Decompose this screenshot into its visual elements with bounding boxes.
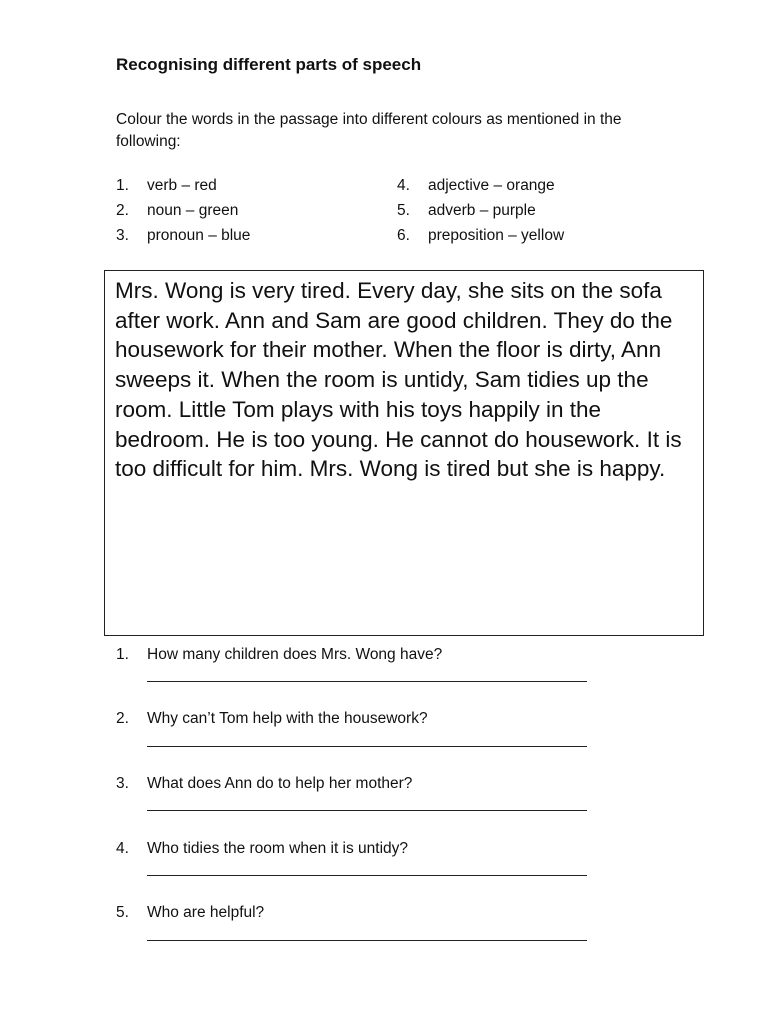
question-number: 1. <box>116 646 129 663</box>
question-text: Why can’t Tom help with the housework? <box>147 710 428 727</box>
legend-item-preposition <box>397 226 564 246</box>
question-number: 4. <box>116 840 129 857</box>
answer-line[interactable] <box>147 746 587 747</box>
legend-item-adverb <box>397 201 536 221</box>
answer-line[interactable] <box>147 875 587 876</box>
question-item <box>116 709 676 729</box>
legend-label: preposition – yellow <box>428 227 565 244</box>
legend-item-noun <box>116 201 238 221</box>
legend-item-pronoun <box>116 226 250 246</box>
legend-item-verb <box>116 176 217 196</box>
question-text: How many children does Mrs. Wong have? <box>147 646 443 663</box>
question-text: What does Ann do to help her mother? <box>147 775 413 792</box>
worksheet-title: Recognising different parts of speech <box>116 55 422 74</box>
question-text: Who are helpful? <box>147 904 265 921</box>
question-number: 2. <box>116 710 129 727</box>
question-item <box>116 645 676 665</box>
legend-label: pronoun – blue <box>147 227 251 244</box>
passage-box <box>104 270 704 636</box>
legend-number: 3. <box>116 227 129 244</box>
legend-item-adjective <box>397 176 555 196</box>
answer-line[interactable] <box>147 810 587 811</box>
answer-line[interactable] <box>147 681 587 682</box>
legend-label: verb – red <box>147 177 217 194</box>
legend-number: 2. <box>116 202 129 219</box>
answer-line[interactable] <box>147 940 587 941</box>
legend-label: adverb – purple <box>428 202 536 219</box>
legend-number: 5. <box>397 202 410 219</box>
legend-number: 4. <box>397 177 410 194</box>
passage-text: Mrs. Wong is very tired. Every day, she sits on the sofa after work. Ann and Sam are good children. They do the housework for their mother. When the floor is dirty, Ann sweeps it. When the room is untidy, Sam tidies up the room. Little Tom plays with his toys happily in the bedroom. He is too young. He cannot do housework. It is too difficult for him. Mrs. Wong is tired but she is happy. <box>115 278 682 482</box>
question-number: 5. <box>116 904 129 921</box>
question-item <box>116 903 676 923</box>
legend-label: noun – green <box>147 202 239 219</box>
legend-number: 6. <box>397 227 410 244</box>
question-item <box>116 839 676 859</box>
question-number: 3. <box>116 775 129 792</box>
legend-label: adjective – orange <box>428 177 555 194</box>
question-item <box>116 774 676 794</box>
legend-number: 1. <box>116 177 129 194</box>
instruction-text: Colour the words in the passage into different colours as mentioned in the following: <box>116 111 622 150</box>
question-text: Who tidies the room when it is untidy? <box>147 840 409 857</box>
